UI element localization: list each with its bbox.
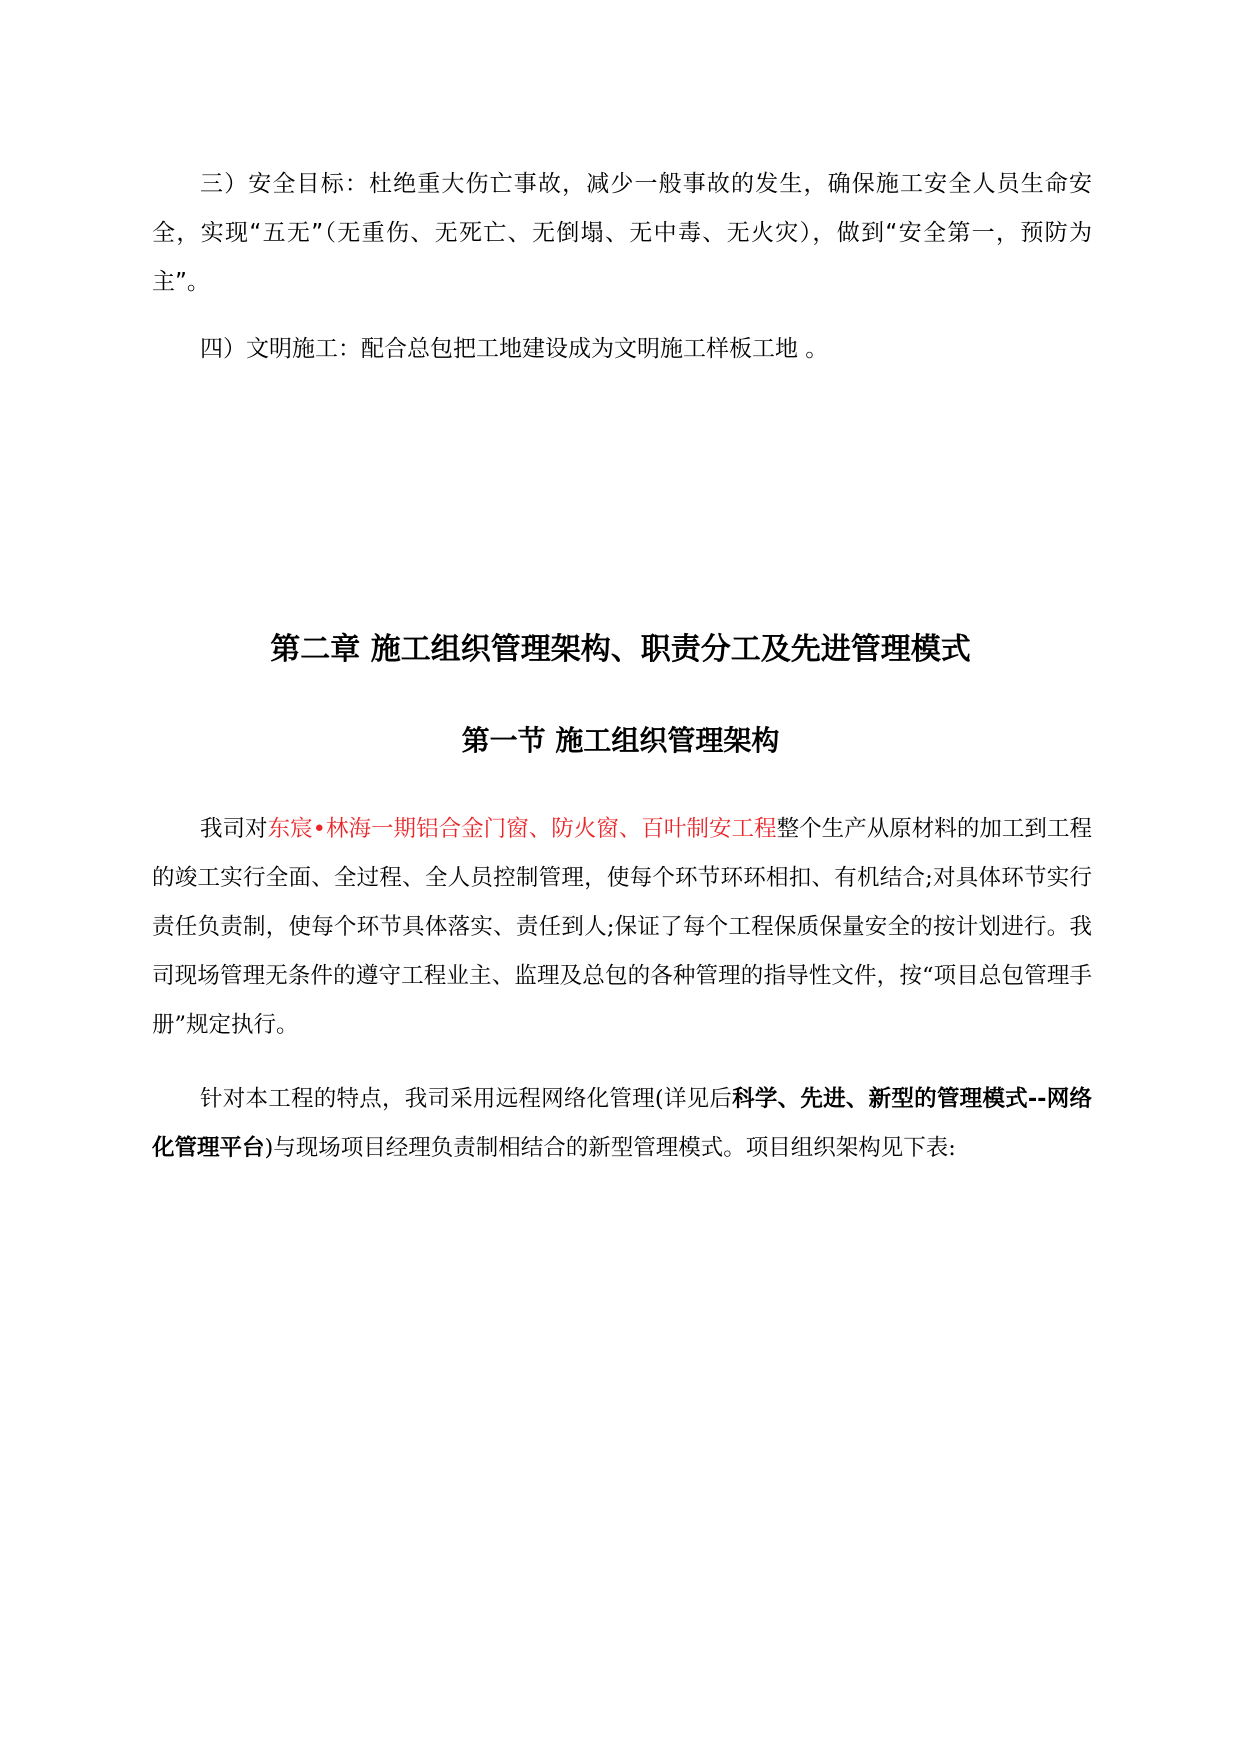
section-title: 第一节 施工组织管理架构 — [461, 724, 780, 757]
mode-text-after: )与现场项目经理负责制相结合的新型管理模式。项目组织架构见下表: — [264, 1135, 956, 1161]
network-platform-bold: 科学、先进、新型的管理模式--网络化管理平台 — [152, 1086, 1092, 1161]
intro-text-before: 我司对 — [200, 816, 268, 842]
project-name-highlight: 东宸•林海一期铝合金门窗、防火窗、百叶制安工程 — [267, 816, 777, 842]
chapter-title: 第二章 施工组织管理架构、职责分工及先进管理模式 — [270, 632, 971, 667]
civilized-construction-paragraph: 四）文明施工：配合总包把工地建设成为文明施工样板工地 。 — [200, 336, 829, 362]
intro-text-after: 整个生产从原材料的加工到工程的竣工实行全面、全过程、全人员控制管理，使每个环节环环相扣、有机结合;对具体环节实行责任负责制，使每个环节具体落实、责任到人;保证了每个工程保质保量安全的按计划进行。我司现场管理无条件的遵守工程业主、监理及总包的各种管理的指导性文件，按“项目总包管理手册”规定执行。 — [152, 816, 1092, 1038]
mode-text-before: 针对本工程的特点，我司采用远程网络化管理(详见后 — [200, 1086, 733, 1112]
management-intro-paragraph — [152, 805, 1092, 1050]
management-mode-paragraph — [152, 1075, 1092, 1173]
safety-goal-paragraph: 三）安全目标：杜绝重大伤亡事故，减少一般事故的发生，确保施工安全人员生命安全，实现“五无”（无重伤、无死亡、无倒塌、无中毒、无火灾），做到“安全第一，预防为主”。 — [152, 171, 1092, 295]
